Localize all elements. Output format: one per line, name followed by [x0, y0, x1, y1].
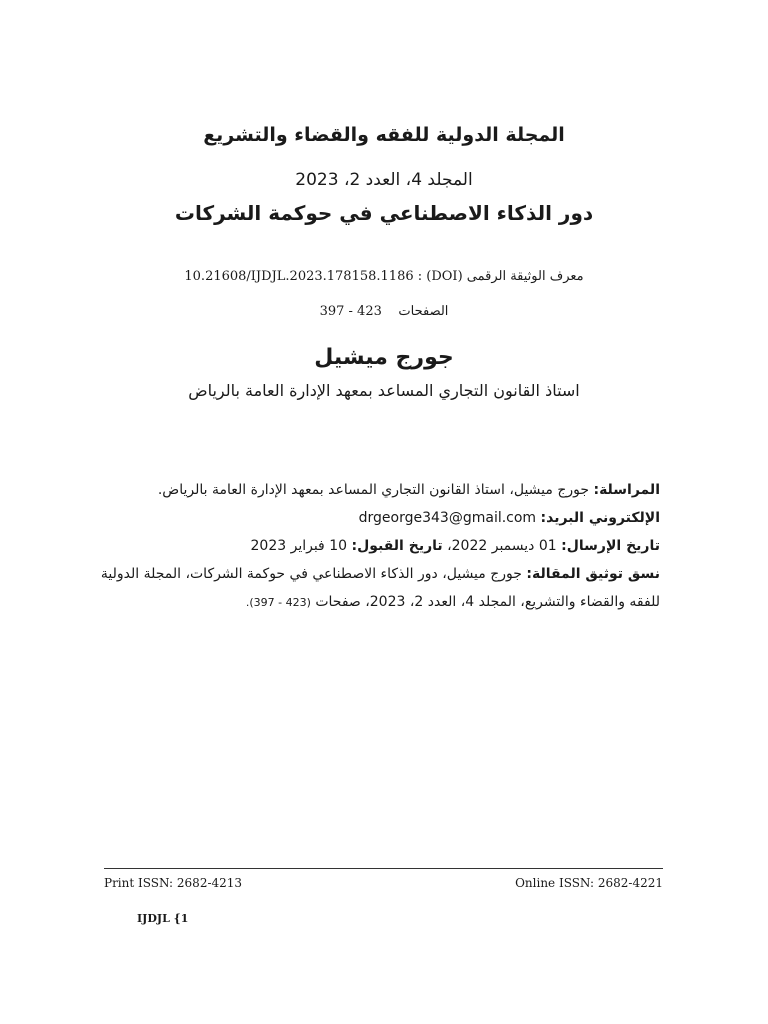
volume-issue: المجلد 4، العدد 2، 2023	[295, 170, 473, 190]
dates-line	[100, 532, 660, 560]
correspondence-line	[100, 476, 660, 504]
online-issn: Online ISSN: 2682-4221	[515, 876, 663, 890]
page-marker: IJDJL {1	[137, 912, 189, 925]
email-line	[100, 504, 660, 532]
pages-line	[0, 304, 768, 319]
footer-divider	[104, 868, 663, 869]
citation-label: نسق توثيق المقالة:	[526, 566, 660, 582]
submission-value: 01 ديسمبر 2022،	[447, 538, 557, 554]
email-label: الإلكتروني البريد:	[540, 510, 660, 526]
citation-line	[100, 560, 660, 617]
citation-pages: (423 - 397).	[245, 596, 311, 609]
journal-title: المجلة الدولية للفقه والقضاء والتشريع	[203, 124, 565, 146]
doi-label: معرف الوثيقة الرقمى (DOI) :	[417, 269, 584, 284]
article-title: دور الذكاء الاصطناعي في حوكمة الشركات	[174, 201, 594, 225]
author-affiliation: استاذ القانون التجاري المساعد بمعهد الإدارة العامة بالرياض	[188, 381, 580, 400]
pages-label: الصفحات	[398, 304, 449, 319]
acceptance-value: 10 فبراير 2023	[250, 538, 348, 554]
acceptance-label: تاريخ القبول:	[351, 538, 443, 554]
article-metadata	[100, 476, 660, 617]
correspondence-value: جورج ميشيل، استاذ القانون التجاري المساعد بمعهد الإدارة العامة بالرياض.	[157, 482, 590, 498]
doi-line	[0, 269, 768, 284]
submission-label: تاريخ الإرسال:	[561, 538, 660, 554]
author-name: جورج ميشيل	[314, 345, 454, 370]
doi-value[interactable]: 10.21608/IJDJL.2023.178158.1186	[184, 269, 414, 284]
print-issn: Print ISSN: 2682-4213	[104, 876, 243, 890]
pages-value: 397 - 423	[319, 304, 382, 319]
correspondence-label: المراسلة:	[593, 482, 660, 498]
email-link[interactable]: drgeorge343@gmail.com	[358, 510, 537, 526]
citation-value: جورج ميشيل، دور الذكاء الاصطناعي في حوكمة الشركات، المجلة الدولية للفقه والقضاء والتشريع، المجلد 4، العدد 2، 2023، صفحات	[100, 566, 660, 610]
